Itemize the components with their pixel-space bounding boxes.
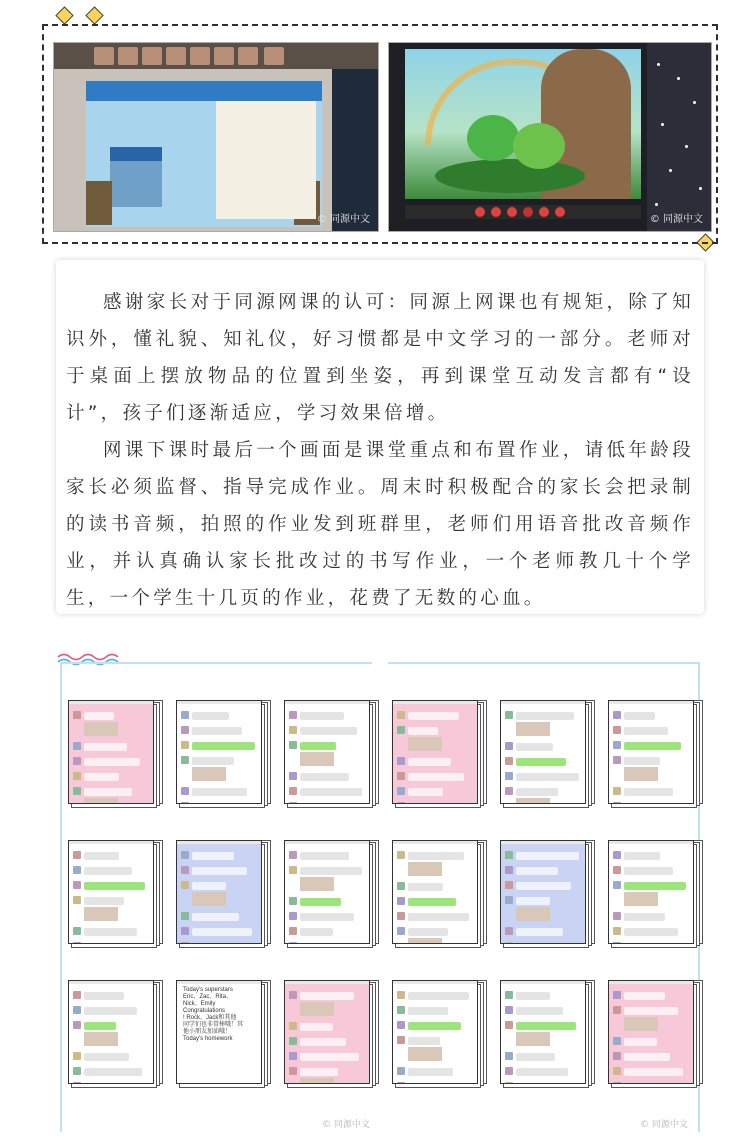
chat-screenshot-thumbnail — [608, 840, 700, 950]
chat-screenshot-thumbnail — [284, 980, 376, 1090]
collage-watermark: © 同源中文 — [322, 1120, 370, 1130]
chat-screenshot-thumbnail — [284, 700, 376, 810]
chat-screenshot-thumbnail — [500, 840, 592, 950]
online-class-photo-cartoon — [388, 42, 712, 232]
photo-frame — [42, 24, 718, 244]
chat-screenshot-thumbnail — [392, 980, 484, 1090]
online-class-photo-laptop — [53, 42, 379, 232]
video-participants-bar — [54, 43, 378, 69]
chat-screenshot-thumbnail — [68, 980, 160, 1090]
chat-screenshot-thumbnail — [176, 700, 268, 810]
chat-screenshot-thumbnail — [176, 980, 268, 1090]
photo-watermark: © 同源中文 — [316, 214, 370, 225]
article-paragraph-2: 网课下课时最后一个画面是课堂重点和布置作业，请低年龄段家长必须监督、指导完成作业。周末时积极配合的家长会把录制的读书音频，拍照的作业发到班群里，老师们用语音批改音频作业，并认真确认家长批改过的书写作业，一个老师教几十个学生，一个学生十几页的作业，花费了无数的心血。 — [66, 440, 694, 609]
chat-screenshot-thumbnail — [68, 700, 160, 810]
article-card — [56, 260, 704, 614]
participants-panel — [647, 43, 711, 231]
decor-diamond-icon — [55, 6, 73, 24]
lesson-slide — [86, 81, 322, 227]
chat-screenshot-thumbnail — [500, 980, 592, 1090]
chat-screenshot-thumbnail — [284, 840, 376, 950]
chat-screenshot-thumbnail — [608, 700, 700, 810]
photo-watermark: © 同源中文 — [649, 214, 703, 225]
chat-screenshot-thumbnail — [500, 700, 592, 810]
chat-screenshot-thumbnail — [176, 840, 268, 950]
thumbnail-caption: Today's superstars Eric、Zac、Rita、 Nick、Emily Congratulations ! Rock、Jack和其他 同学们也非常棒哦！其 他小朋友加油哦！ Today's homework — [183, 987, 244, 1042]
collage-watermark: © 同源中文 — [640, 1120, 688, 1130]
article-paragraph-1: 感谢家长对于同源网课的认可：同源上网课也有规矩，除了知识外，懂礼貌、知礼仪，好习惯都是中文学习的一部分。老师对于桌面上摆放物品的位置到坐姿，再到课堂互动发言都有“设计”，孩子们逐渐适应，学习效果倍增。 — [66, 292, 694, 424]
cartoon-scene — [405, 49, 641, 199]
video-toolbar — [405, 205, 641, 219]
chat-screenshot-thumbnail — [68, 840, 160, 950]
chat-screenshot-thumbnail — [392, 700, 484, 810]
decor-diamond-icon — [85, 6, 103, 24]
chat-screenshot-thumbnail — [392, 840, 484, 950]
chat-screenshot-thumbnail — [608, 980, 700, 1090]
